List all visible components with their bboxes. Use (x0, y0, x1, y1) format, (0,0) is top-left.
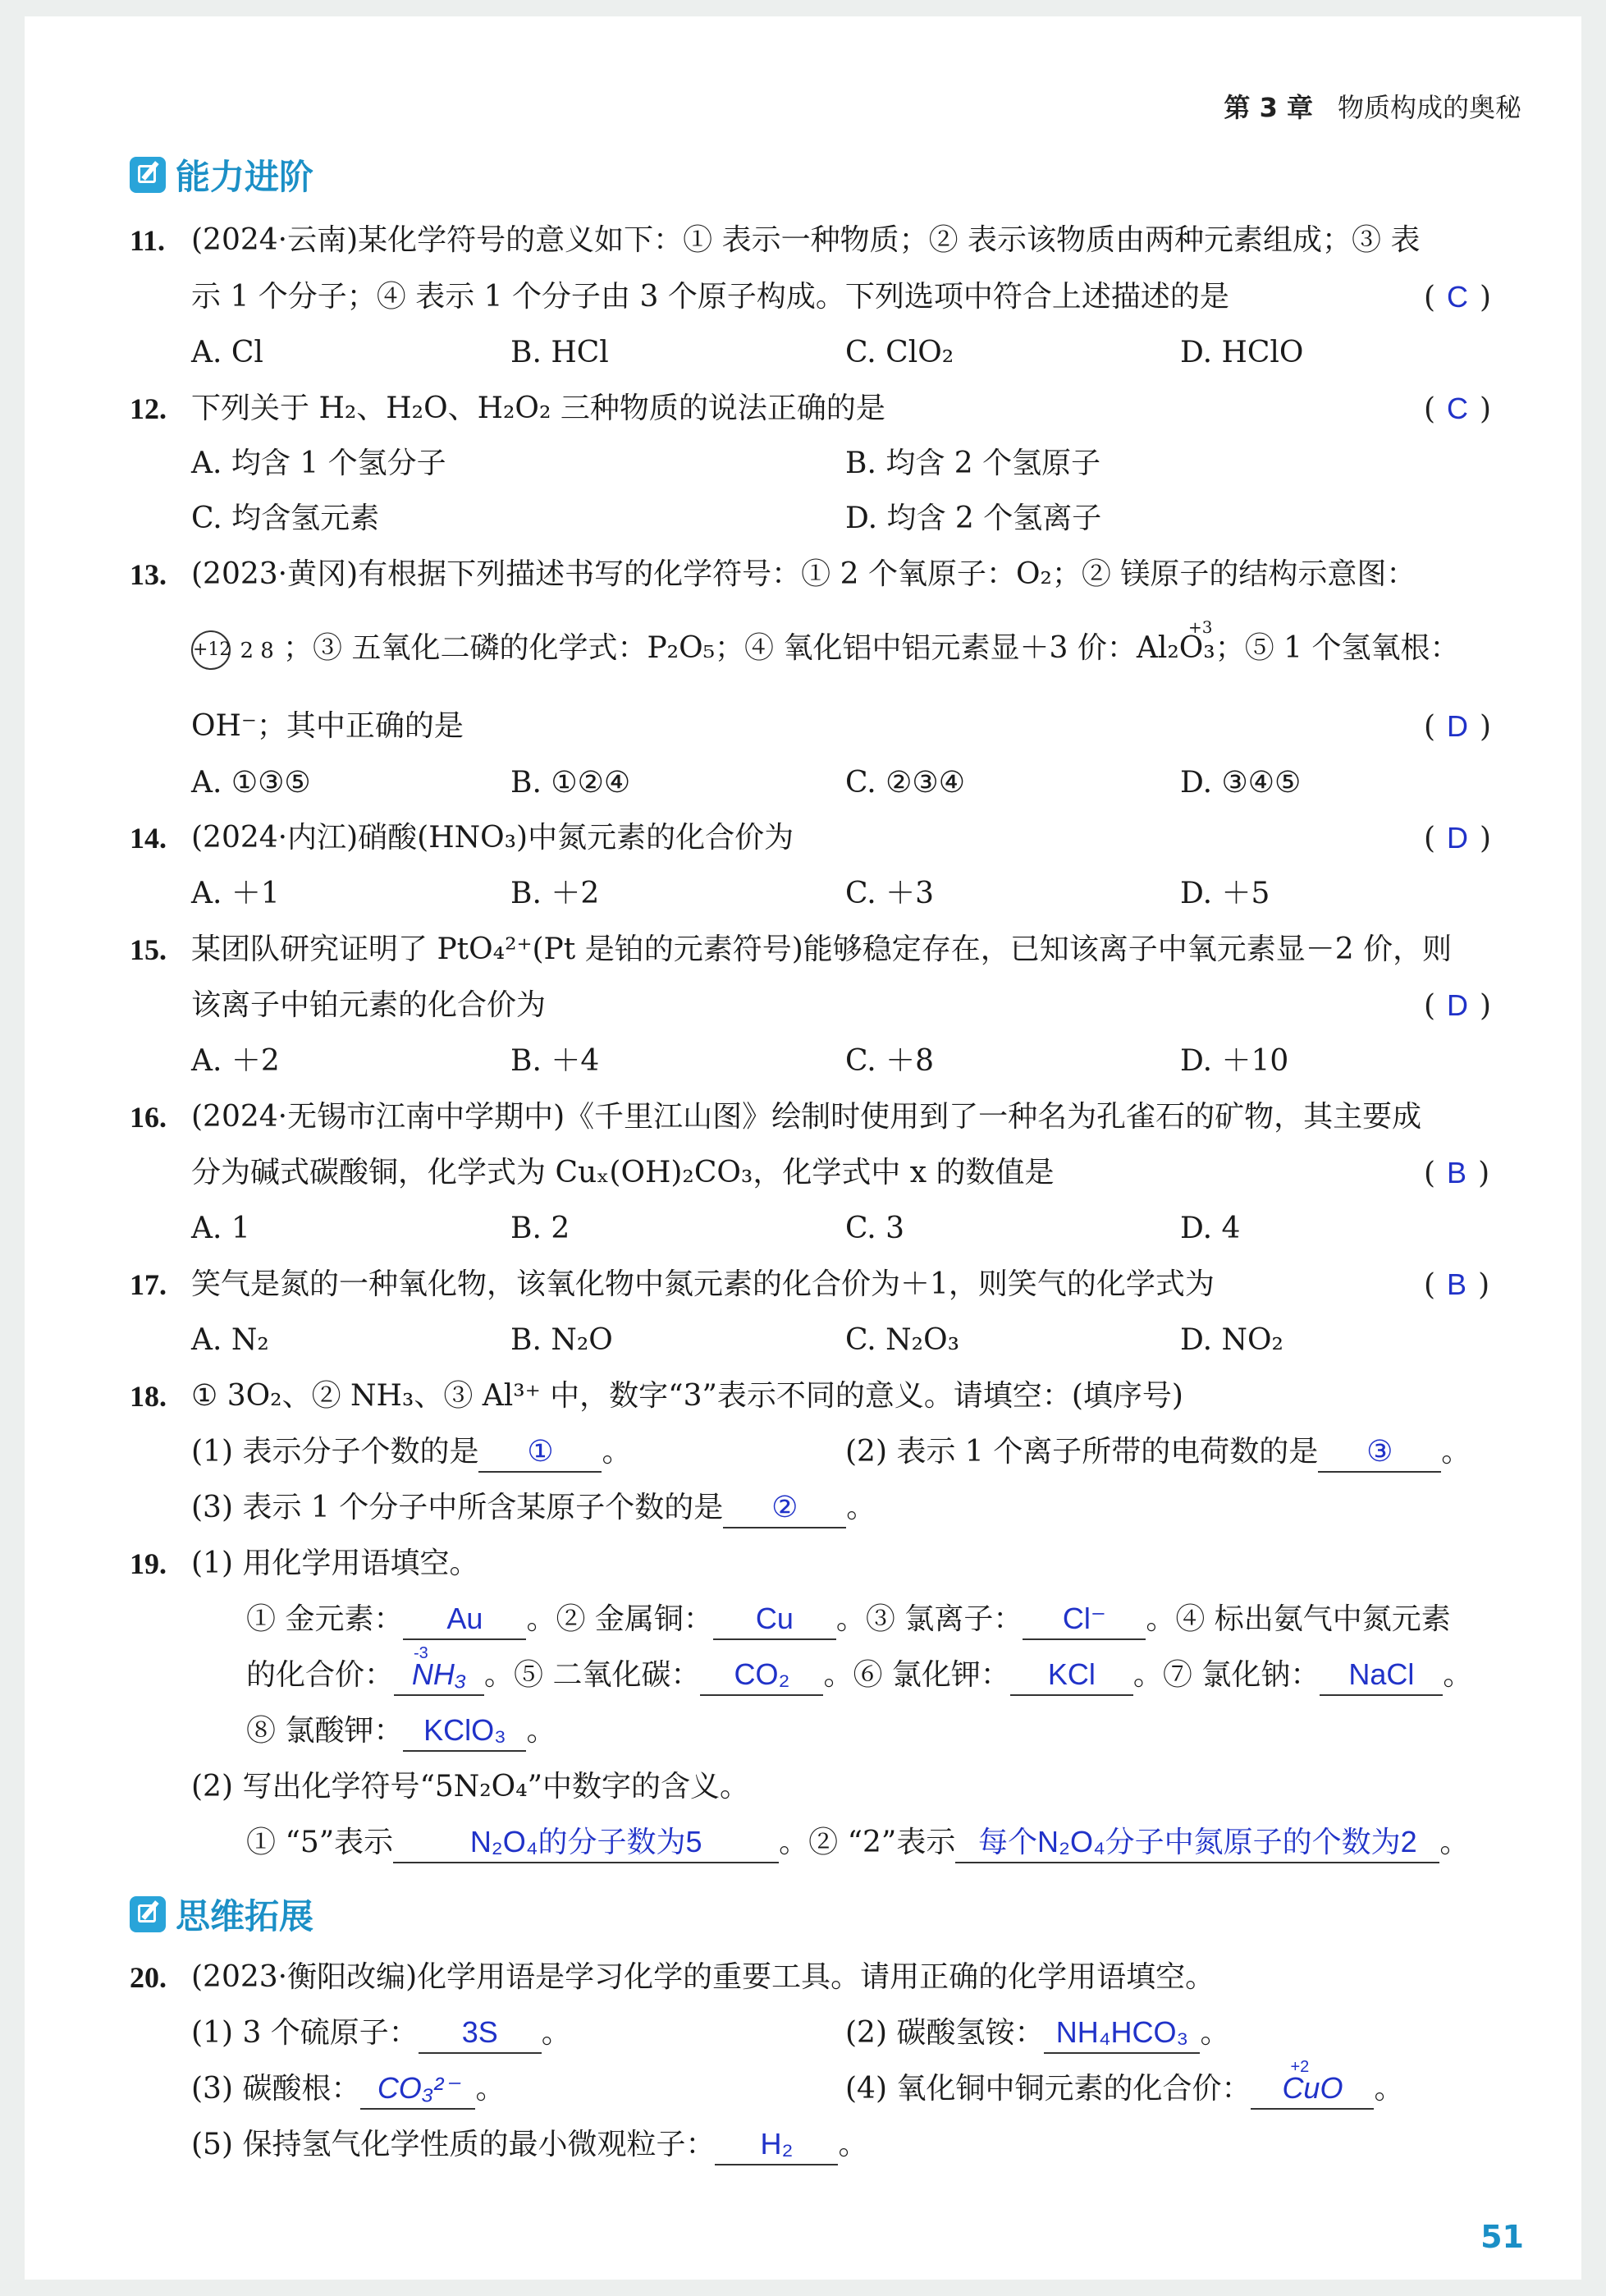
fill-row: ⑧ 氯酸钾： KClO₃ 。 (246, 1711, 556, 1752)
option-d: D. ＋10 (1180, 1044, 1289, 1078)
option-b: B. N₂O (510, 1323, 613, 1357)
answer-blank[interactable]: CO₂ (700, 1658, 823, 1696)
answer-blank[interactable]: N₂O₄的分子数为5 (393, 1826, 779, 1863)
answer-choice: D (1447, 821, 1469, 855)
options-16 (0, 1208, 1606, 1249)
question-13-line2 (0, 617, 1606, 669)
option-a: A. ＋1 (191, 877, 280, 910)
answer-text: NH₃ (411, 1657, 467, 1691)
question-text: 下列关于 H₂、H₂O、H₂O₂ 三种物质的说法正确的是 (191, 392, 885, 425)
question-text: 示 1 个分子；④ 表示 1 个分子由 3 个原子构成。下列选项中符合上述描述的是 (191, 280, 1229, 314)
question-number: 12. (130, 392, 167, 425)
question-14 (0, 818, 1606, 859)
question-text: OH⁻；其中正确的是 (191, 709, 464, 743)
question-number: 13. (130, 558, 167, 591)
prompt: 。⑦ 氯化钠： (1132, 1658, 1320, 1692)
option-b: B. 均含 2 个氢原子 (845, 447, 1101, 480)
question-number: 20. (130, 1961, 167, 1994)
answer-blank[interactable]: ② (723, 1491, 846, 1528)
prompt: (3) 碳酸根： (191, 2072, 361, 2106)
question-13 (0, 554, 1606, 595)
option-b: B. ＋4 (510, 1044, 600, 1078)
fill-row (246, 1599, 1451, 1640)
question-text: (2) 写出化学符号“5N₂O₄”中数字的含义。 (191, 1770, 750, 1803)
answer-choice: B (1447, 1156, 1467, 1189)
prompt: 。⑤ 二氧化碳： (484, 1658, 701, 1692)
question-number: 16. (130, 1101, 167, 1134)
answer-blank[interactable]: ③ (1318, 1435, 1441, 1473)
question-text: ① 3O₂、② NH₃、③ Al³⁺ 中，数字“3”表示不同的意义。请填空：(填序号) (191, 1379, 1183, 1413)
pencil-icon (130, 1896, 166, 1932)
question-number: 17. (130, 1268, 167, 1301)
answer-bracket: ( D ) (1424, 988, 1492, 1023)
prompt: (4) 氧化铜中铜元素的化合价： (845, 2072, 1251, 2106)
answer-blank[interactable] (1251, 2058, 1374, 2110)
prompt: (1) 3 个硫原子： (191, 2016, 419, 2050)
option-d: D. ＋5 (1180, 877, 1270, 910)
prompt: 的化合价： (246, 1658, 395, 1692)
prompt: (5) 保持氢气化学性质的最小微观粒子： (191, 2128, 716, 2161)
atom-diagram (191, 628, 274, 671)
option-a: A. N₂ (191, 1323, 269, 1357)
fill-item: (5) 保持氢气化学性质的最小微观粒子： H₂ 。 (191, 2124, 867, 2165)
question-text: 某团队研究证明了 PtO₄²⁺(Pt 是铂的元素符号)能够稳定存在，已知该离子中氧元素显－2 价，则 (191, 933, 1453, 966)
options-17 (0, 1320, 1606, 1361)
fill-item: (2) 表示 1 个离子所带的电荷数的是 ③ 。 (845, 1432, 1471, 1473)
question-12 (0, 388, 1606, 429)
question-19-row2 (0, 1644, 1606, 1696)
question-text: 该离子中铂元素的化合价为 (191, 988, 547, 1022)
question-text: 分为碱式碳酸铜，化学式为 Cuₓ(OH)₂CO₃，化学式中 x 的数值是 (191, 1156, 1055, 1189)
fill-item: (3) 碳酸根： CO₃²⁻ 。 (191, 2069, 505, 2110)
answer-bracket: ( D ) (1424, 821, 1492, 855)
fill-item: (1) 3 个硫原子： 3S 。 (191, 2013, 571, 2054)
section-title: 思维拓展 (176, 1896, 314, 1936)
prompt: ① “5”表示 (246, 1826, 394, 1859)
answer-blank[interactable]: Cu (713, 1602, 836, 1640)
answer-bracket: ( C ) (1424, 280, 1492, 314)
answer-blank[interactable]: NH₄HCO₃ (1044, 2016, 1200, 2054)
answer-blank[interactable]: 3S (419, 2016, 542, 2054)
fill-item: (3) 表示 1 个分子中所含某原子个数的是 ② 。 (191, 1487, 876, 1528)
answer-blank[interactable]: KClO₃ (403, 1714, 526, 1752)
question-text: (1) 用化学用语填空。 (191, 1547, 479, 1580)
fill-item: (2) 碳酸氢铵： NH₄HCO₃ 。 (845, 2013, 1229, 2054)
answer-blank[interactable]: Au (403, 1602, 526, 1640)
option-d: D. 均含 2 个氢离子 (845, 502, 1102, 535)
prompt: 。③ 氯离子： (835, 1602, 1023, 1636)
answer-choice: D (1447, 709, 1469, 743)
option-c: C. ClO₂ (845, 336, 954, 369)
prompt: (1) 表示分子个数的是 (191, 1435, 479, 1469)
prompt: 。② “2”表示 (779, 1826, 956, 1859)
pencil-icon (130, 157, 166, 193)
chapter-title: 物质构成的奥秘 (1337, 92, 1521, 123)
question-text: 笑气是氮的一种氧化物，该氧化物中氮元素的化合价为＋1，则笑气的化学式为 (191, 1267, 1215, 1301)
fill-item: (4) 氧化铜中铜元素的化合价： +2 CuO 。 (845, 2069, 1403, 2110)
question-19-part2 (0, 1767, 1606, 1808)
section-heading-advanced (130, 150, 313, 199)
chapter-header (1224, 87, 1521, 125)
section-title: 能力进阶 (176, 157, 314, 197)
option-a: A. 均含 1 个氢分子 (191, 447, 446, 480)
prompt: ① 金元素： (246, 1602, 404, 1636)
answer-blank[interactable] (394, 1644, 484, 1696)
question-16 (0, 1097, 1606, 1138)
page-number: 51 (1480, 2219, 1524, 2255)
option-d: D. HClO (1180, 336, 1304, 369)
section-heading-extension (130, 1890, 313, 1939)
answer-blank[interactable]: NaCl (1320, 1658, 1443, 1696)
question-number: 14. (130, 822, 167, 855)
valence-mark: +3 (1188, 617, 1213, 637)
option-c: C. ②③④ (845, 766, 965, 800)
options-11 (0, 332, 1606, 374)
option-a: A. ①③⑤ (191, 766, 311, 800)
answer-blank[interactable]: ① (478, 1435, 602, 1473)
options-15 (0, 1041, 1606, 1082)
question-number: 15. (130, 933, 167, 966)
question-text: ；③ 五氧化二磷的化学式：P₂O₅；④ 氧化铝中铝元素显＋3 价：Al₂O₃；⑤ 1 个氢氧根： (283, 631, 1460, 665)
question-text: (2023·衡阳改编)化学用语是学习化学的重要工具。请用正确的化学用语填空。 (191, 1960, 1215, 1994)
question-15 (0, 929, 1606, 970)
option-b: B. ①②④ (510, 766, 631, 800)
question-18-row1 (0, 1432, 1606, 1473)
option-d: D. NO₂ (1180, 1323, 1283, 1357)
option-c: C. 均含氢元素 (191, 502, 380, 535)
question-text: (2024·内江)硝酸(HNO₃)中氮元素的化合价为 (191, 821, 794, 855)
answer-bracket: ( B ) (1424, 1267, 1490, 1302)
electron-shells: 2 8 (240, 639, 274, 663)
question-19-row3 (0, 1711, 1606, 1752)
option-b: B. HCl (510, 336, 609, 369)
option-c: C. N₂O₃ (845, 1323, 960, 1357)
fill-item: (1) 表示分子个数的是 ① 。 (191, 1432, 631, 1473)
prompt: 。⑥ 氯化钾： (823, 1658, 1010, 1692)
option-b: B. 2 (510, 1212, 570, 1245)
valence-mark: +2 (1290, 2058, 1310, 2076)
answer-text: CuO (1282, 2071, 1343, 2105)
question-15-line2 (0, 985, 1606, 1026)
prompt: (2) 表示 1 个离子所带的电荷数的是 (845, 1435, 1319, 1469)
question-20-row3 (0, 2124, 1606, 2165)
option-a: A. 1 (191, 1212, 250, 1245)
answer-choice: C (1447, 392, 1469, 425)
question-18-row2 (0, 1487, 1606, 1528)
prompt: 。④ 标出氨气中氮元素 (1146, 1602, 1451, 1636)
question-18 (0, 1376, 1606, 1417)
question-number: 18. (130, 1380, 167, 1413)
chapter-number: 第 3 章 (1224, 92, 1313, 123)
prompt: ⑧ 氯酸钾： (246, 1714, 404, 1748)
prompt: (2) 碳酸氢铵： (845, 2016, 1045, 2050)
option-c: C. 3 (845, 1212, 905, 1245)
answer-choice: B (1447, 1267, 1467, 1301)
question-16-line2 (0, 1153, 1606, 1194)
answer-bracket: ( C ) (1424, 392, 1492, 426)
answer-blank[interactable]: 每个N₂O₄分子中氮原子的个数为2 (955, 1826, 1439, 1863)
question-19 (0, 1543, 1606, 1584)
question-text: (2024·无锡市江南中学期中)《千里江山图》绘制时使用到了一种名为孔雀石的矿物，其主要成 (191, 1100, 1422, 1134)
option-c: C. ＋8 (845, 1044, 935, 1078)
option-d: D. ③④⑤ (1180, 766, 1302, 800)
question-19-row1 (0, 1599, 1606, 1640)
nucleus: +12 (191, 630, 231, 670)
options-14 (0, 873, 1606, 914)
option-d: D. 4 (1180, 1212, 1241, 1245)
options-12-row2 (0, 498, 1606, 539)
question-11 (0, 220, 1606, 261)
question-number: 11. (130, 224, 166, 257)
question-17 (0, 1264, 1606, 1305)
answer-blank[interactable]: H₂ (715, 2128, 838, 2165)
fill-row: ① “5”表示 N₂O₄的分子数为5 。② “2”表示 每个N₂O₄分子中氮原子的个数为2 。 (246, 1822, 1469, 1863)
valence-mark: -3 (414, 1644, 428, 1662)
prompt: (3) 表示 1 个分子中所含某原子个数的是 (191, 1491, 724, 1524)
option-a: A. Cl (191, 336, 263, 369)
answer-choice: D (1447, 988, 1469, 1022)
option-c: C. ＋3 (845, 877, 935, 910)
question-13-line3 (0, 706, 1606, 747)
options-12-row1 (0, 443, 1606, 484)
question-20 (0, 1957, 1606, 1998)
question-19-row4 (0, 1822, 1606, 1863)
option-b: B. ＋2 (510, 877, 600, 910)
question-text: (2023·黄冈)有根据下列描述书写的化学符号：① 2 个氧原子：O₂；② 镁原子的结构示意图： (191, 557, 1416, 591)
answer-bracket: ( B ) (1424, 1156, 1490, 1190)
question-text: (2024·云南)某化学符号的意义如下：① 表示一种物质；② 表示该物质由两种元素组成；③ 表 (191, 223, 1421, 257)
answer-blank[interactable]: CO₃²⁻ (360, 2072, 475, 2110)
options-13 (0, 763, 1606, 804)
answer-blank[interactable]: KCl (1010, 1658, 1133, 1696)
answer-bracket: ( D ) (1424, 709, 1492, 744)
option-a: A. ＋2 (191, 1044, 280, 1078)
question-20-row1 (0, 2013, 1606, 2054)
prompt: 。② 金属铜： (526, 1602, 713, 1636)
question-number: 19. (130, 1547, 167, 1580)
answer-blank[interactable]: Cl⁻ (1023, 1602, 1146, 1640)
question-11-line2 (0, 277, 1606, 318)
fill-row: 的化合价： -3 NH₃ 。⑤ 二氧化碳： CO₂ 。⑥ 氯化钾： KCl 。⑦ 氯化钠： NaCl 。 (246, 1655, 1472, 1696)
answer-choice: C (1447, 280, 1469, 314)
question-20-row2 (0, 2058, 1606, 2110)
